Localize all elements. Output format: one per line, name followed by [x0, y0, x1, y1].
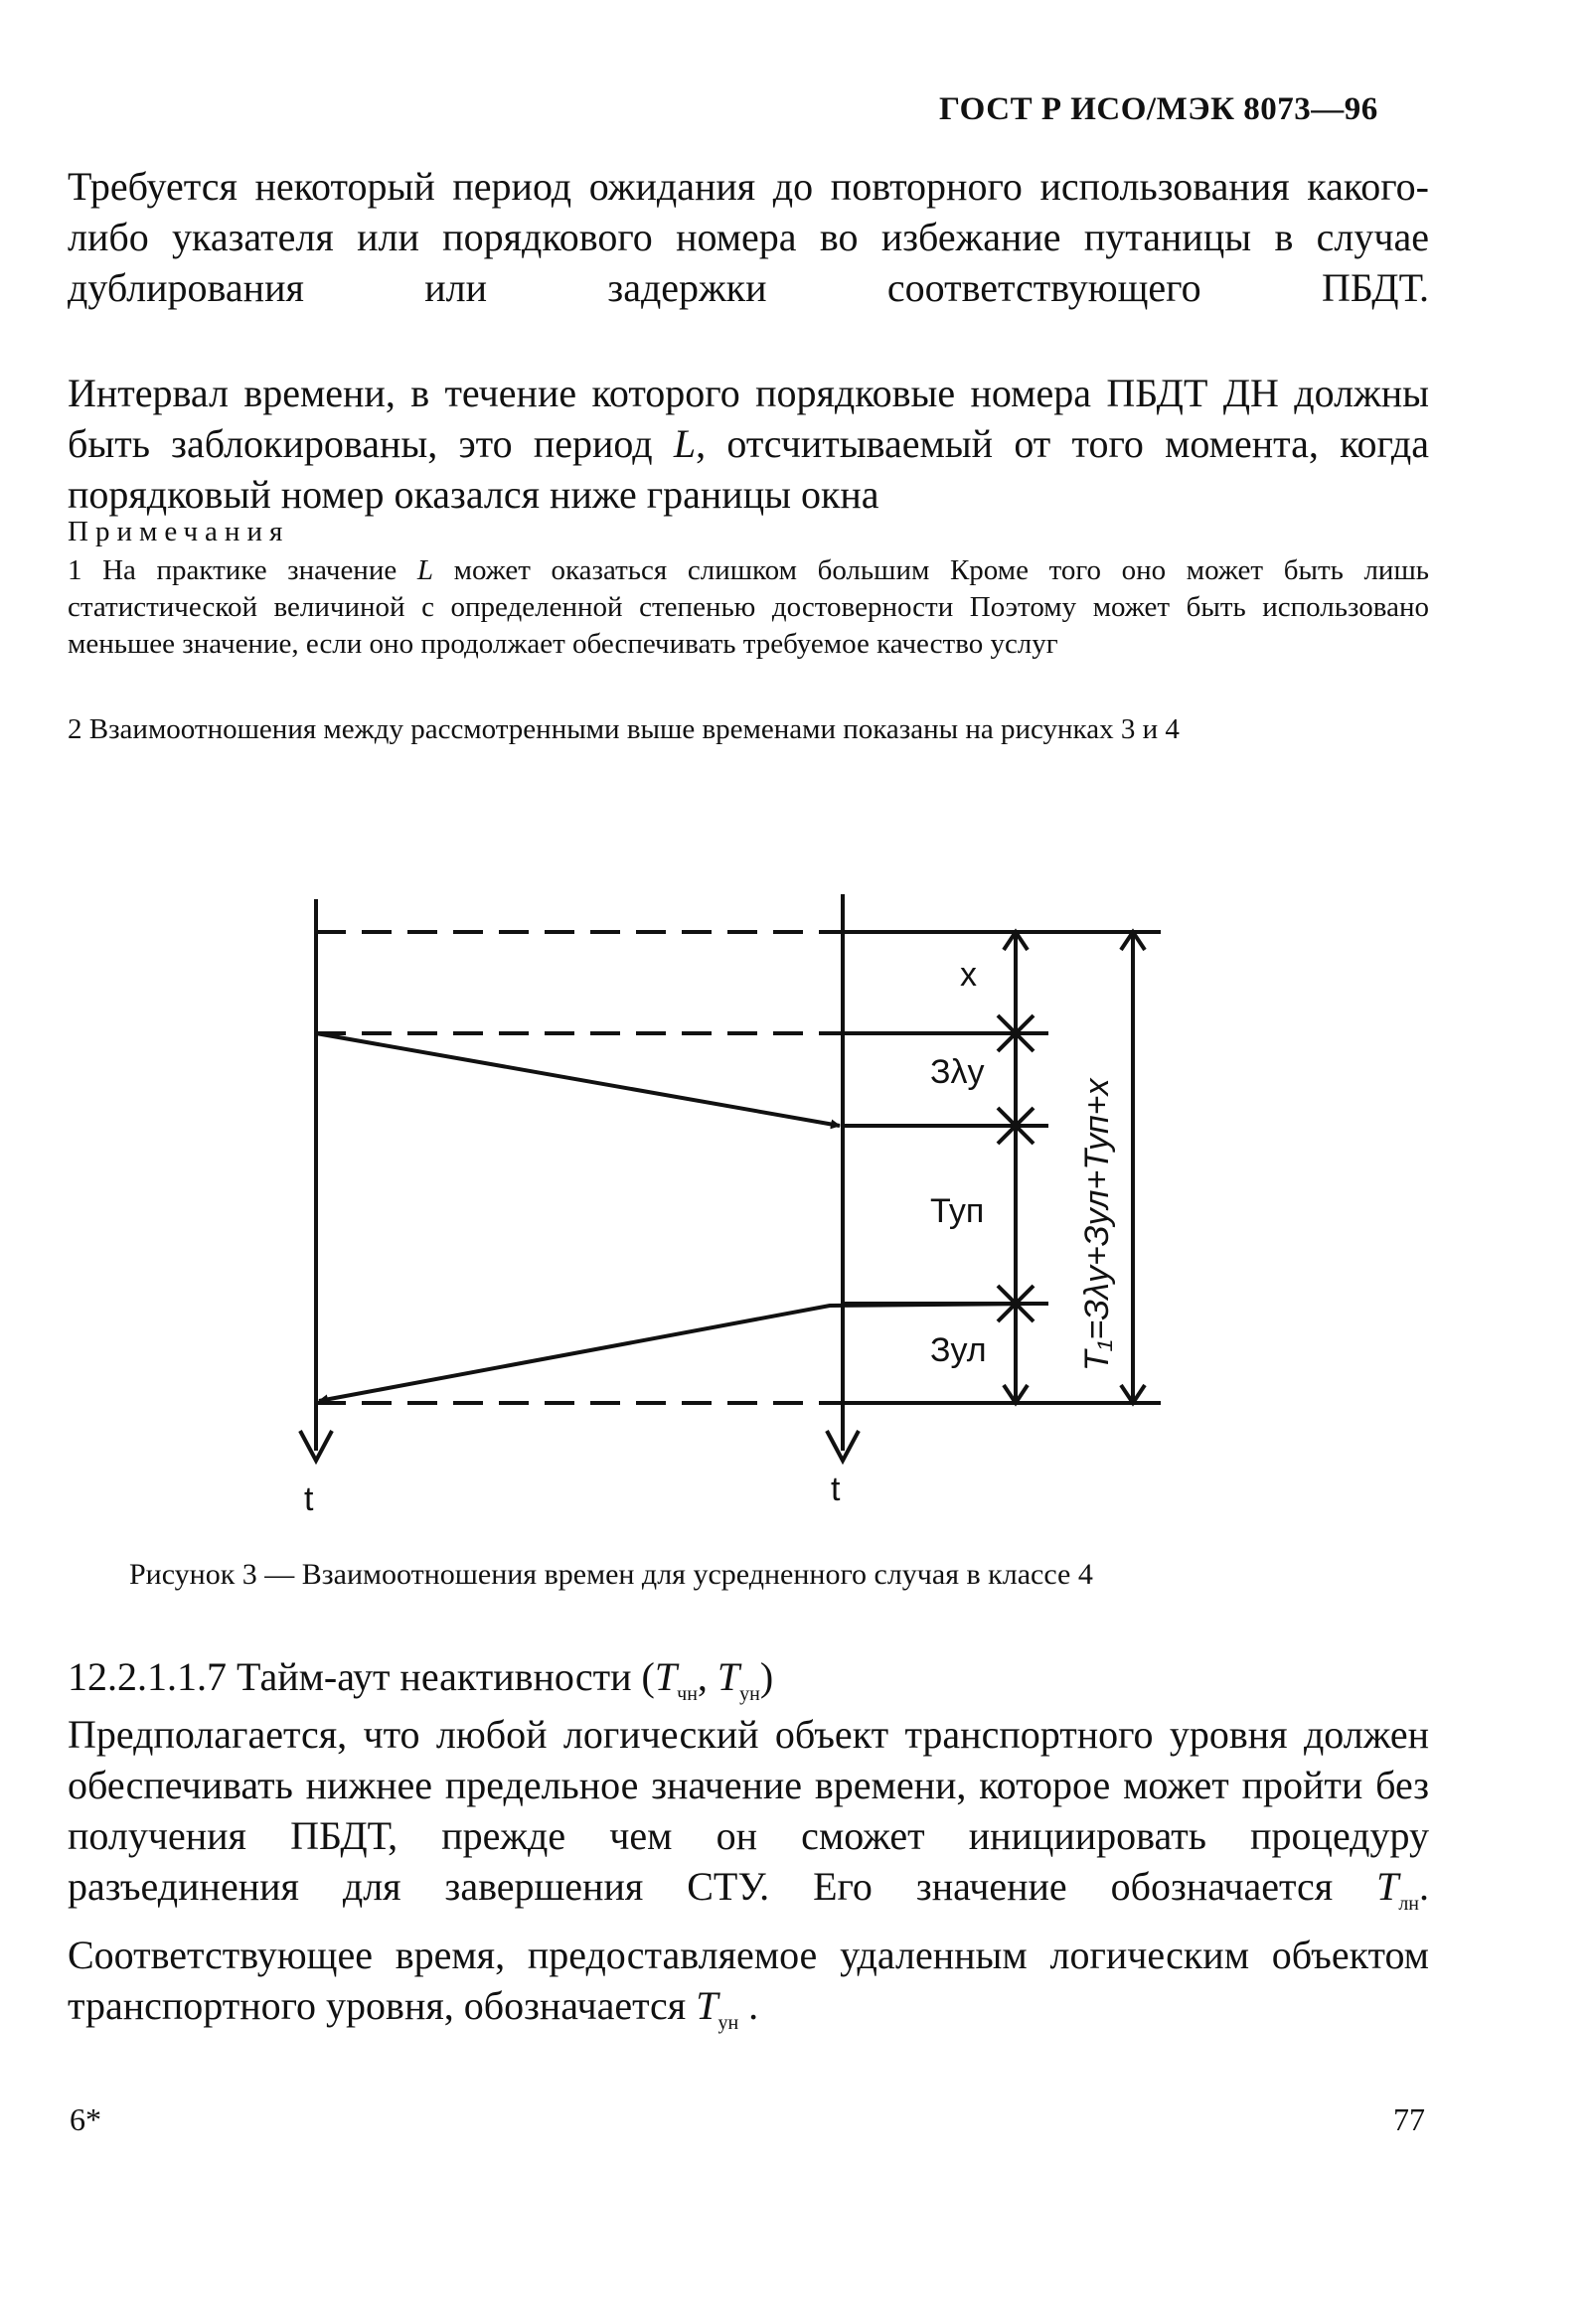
label-x: x: [960, 956, 977, 994]
heading-var-1-sub: чн: [677, 1683, 698, 1705]
section-body: [68, 1709, 1429, 2049]
paragraph-1-text: Требуется некоторый период ожидания до повторного использования какого-либо указателя или порядкового номера во избежание путаницы в случае дублирования или задержки соответствующего ПБДТ.: [68, 164, 1429, 310]
figure-caption: Рисунок 3 — Взаимоотношения времен для усредненного случая в классе 4: [129, 1558, 1093, 1591]
message-arrow-forward: [316, 1033, 840, 1126]
body-var-1-sub: лн: [1398, 1893, 1420, 1915]
body-text-a: Предполагается, что любой логический объект транспортного уровня должен обеспечивать нижнее предельное значение времени, которое может пройти без получения ПБДТ, прежде чем он сможет инициировать процедуру разъединения для завершения СТУ. Его значение обозначается: [68, 1712, 1429, 1909]
paragraph-2-text-b: , отсчитываемый от того момента, когда порядковый номер оказался ниже границы окна: [68, 421, 1429, 517]
message-arrow-return: [319, 1304, 1034, 1401]
label-zly: Зλу: [930, 1053, 985, 1091]
paragraph-2-text-a: Интервал времени, в течение которого порядковые номера ПБДТ ДН должны быть заблокированы, это период: [68, 371, 1429, 466]
body-text-c: .: [748, 1983, 759, 2028]
heading-text-a: 12.2.1.1.7 Тайм-аут неактивности (: [68, 1654, 655, 1699]
document-header: ГОСТ Р ИСО/МЭК 8073—96: [939, 91, 1378, 127]
notes-title: Примечания: [68, 516, 290, 547]
note-1-text-a: 1 На практике значение: [68, 554, 398, 586]
heading-var-2-sub: ун: [739, 1683, 760, 1705]
axis-label-right: t: [831, 1471, 841, 1508]
heading-separator: ,: [697, 1654, 717, 1699]
body-var-2: T: [696, 1983, 718, 2028]
body-var-2-sub: ун: [717, 2012, 739, 2034]
footer-signature: 6*: [70, 2101, 101, 2137]
note-1-text-b: может оказаться слишком большим Кроме того оно может быть лишь статистической величиной с определенной степенью достоверности Поэтому может быть использовано меньшее значение, если оно продолжает обеспечивать требуемое качество услуг: [68, 554, 1429, 660]
heading-text-b: ): [759, 1654, 774, 1699]
formula-t1: T₁=Зλу+Зул+Туп+x: [1078, 1078, 1116, 1371]
note-1-variable-l: L: [416, 554, 433, 586]
axis-label-left: t: [304, 1480, 314, 1518]
heading-var-2: T: [717, 1654, 740, 1699]
label-tyn: Туп: [930, 1192, 985, 1230]
page-number: 77: [1393, 2101, 1425, 2137]
heading-var-1: T: [654, 1654, 678, 1699]
body-var-1: T: [1376, 1864, 1399, 1909]
body-text-b: . Соответствующее время, предоставляемое удаленным логическим объектом транспортного уровня, обозначается: [68, 1864, 1430, 2028]
variable-l: L: [673, 421, 697, 466]
dimension-arrowheads: [1004, 932, 1145, 1403]
note-2-text: 2 Взаимоотношения между рассмотренными выше временами показаны на рисунках 3 и 4: [68, 713, 1180, 745]
label-zyl: Зул: [930, 1331, 987, 1369]
